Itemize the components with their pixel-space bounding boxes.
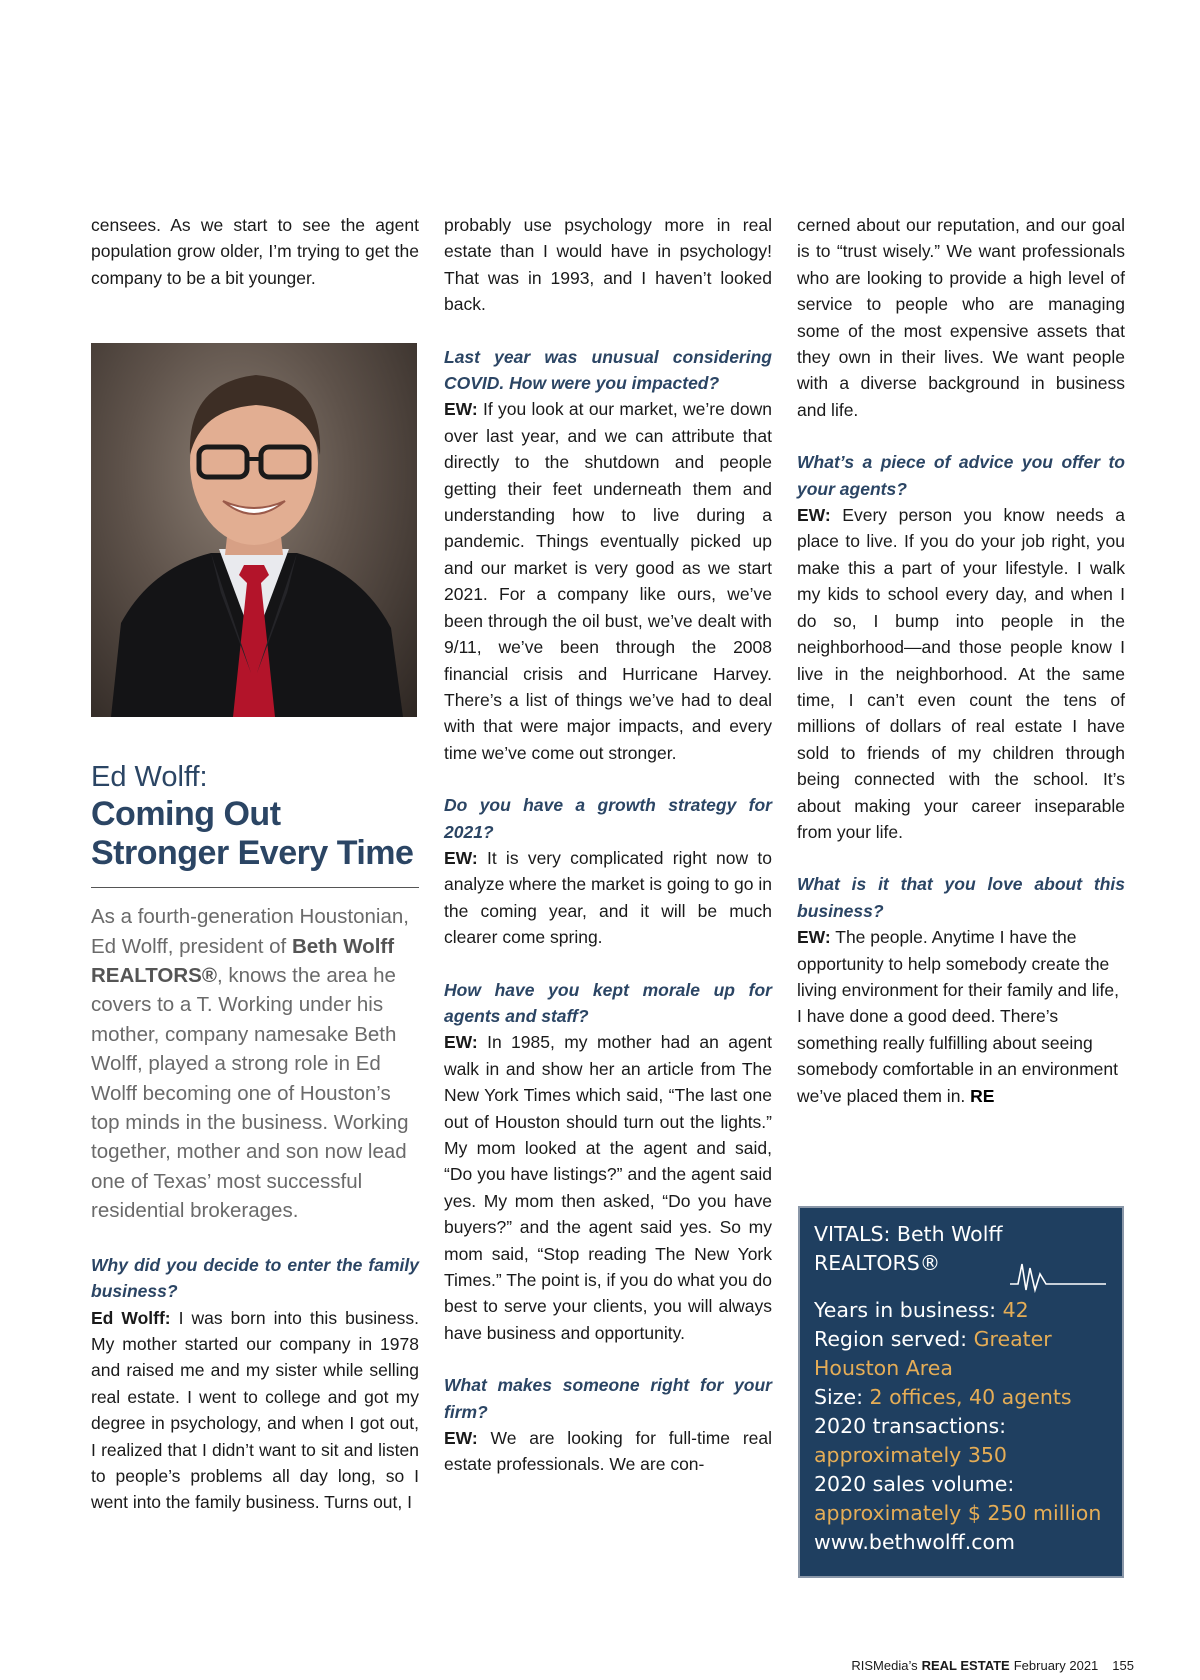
vitals-size-label: Size: xyxy=(814,1385,870,1409)
answer-6-speaker: EW: xyxy=(797,505,831,526)
answer-5-text: We are looking for full-time real estate professionals. We are con- xyxy=(444,1428,772,1475)
vitals-years-value: 42 xyxy=(1002,1298,1029,1322)
answer-3 xyxy=(444,845,772,951)
vitals-size-value: 2 offices, 40 agents xyxy=(869,1385,1072,1409)
answer-2 xyxy=(444,396,772,766)
answer-3-text: It is very complicated right now to analyze where the market is going to go in the coming year, and it will be much clearer come spring. xyxy=(444,847,772,948)
vitals-years xyxy=(814,1296,1108,1325)
answer-1-text: I was born into this business. My mother started our company in 1978 and raised me and my sister while selling real estate. I went to college and got my degree in psychology, and when I got out, I realized that I didn’t want to sit and listen to people’s problems all day long, so I went into the family business. Turns out, I xyxy=(91,1307,419,1513)
headline-title: Coming Out Stronger Every Time xyxy=(91,795,414,873)
answer-3-speaker: EW: xyxy=(444,847,478,868)
intro-text-a: As a fourth-generation Houstonian, Ed Wolff, president of xyxy=(91,905,409,958)
answer-2-speaker: EW: xyxy=(444,399,478,420)
answer-1-speaker: Ed Wolff: xyxy=(91,1307,171,1328)
vitals-title-line-2: REALTORS® xyxy=(814,1251,941,1275)
question-6: What’s a piece of advice you offer to your agents? xyxy=(797,452,1125,499)
answer-7-text: The people. Anytime I have the opportunity to help somebody create the living environment for their family and life, I have done a good deed. There’s something really fulfilling about seeing somebody comfortable in an environment we’ve placed them in. xyxy=(797,927,1119,1106)
answer-4-text: In 1985, my mother had an agent walk in and show her an article from The New York Times which said, “The last one out of Houston should turn out the lights.” My mom looked at the agent and said, “Do you have listings?” and the agent said yes. My mom then asked, “Do you have buyers?” and the agent said yes. So my mom said, “Stop reading The New York Times.” The point is, if you do what you do best to serve your clients, you will always have business and opportunity. xyxy=(444,1032,772,1343)
vitals-transactions-label: 2020 transactions: xyxy=(814,1414,1007,1438)
intro-company: Beth Wolff REALTORS® xyxy=(91,934,395,988)
intro-text-c: , knows the area he covers to a T. Working under his mother, company namesake Beth Wolff, played a strong role in Ed Wolff becoming one of Houston’s top minds in the business. Working together, mother and son now lead one of Texas’ most successful residential brokerages. xyxy=(91,964,409,1223)
column-1 xyxy=(91,212,419,1516)
answer-4 xyxy=(444,1029,772,1346)
vitals-transactions-value: approximately 350 xyxy=(814,1443,1007,1467)
page-number: 155 xyxy=(1112,1658,1134,1673)
answer-7 xyxy=(797,924,1125,1109)
vitals-title-line-1: VITALS: Beth Wolff xyxy=(814,1222,1003,1246)
column-3 xyxy=(797,212,1125,1109)
question-3: Do you have a growth strategy for 2021? xyxy=(444,795,772,842)
vitals-region-value: Greater Houston Area xyxy=(814,1327,1052,1380)
heartbeat-line-icon xyxy=(1010,1258,1106,1298)
headline-divider xyxy=(91,887,419,888)
vitals-region-label: Region served: xyxy=(814,1327,974,1351)
page-footer xyxy=(851,1658,1134,1673)
col1-paragraph-1: censees. As we start to see the agent population grow older, I’m trying to get the company to be a bit younger. xyxy=(91,215,419,288)
question-1: Why did you decide to enter the family business? xyxy=(91,1254,419,1302)
answer-2-text: If you look at our market, we’re down over last year, and we can attribute that directly to the shutdown and people getting their feet underneath them and understanding how to live during a pandemic. Things eventually picked up and our market is very good as we start 2021. For a company like ours, we’ve been through the oil bust, we’ve dealt with 9/11, we’ve been through the 2008 financial crisis and Hurricane Harvey. There’s a list of things we’ve had to deal with that were major impacts, and every time we’ve come out stronger. xyxy=(444,399,772,763)
question-4: How have you kept morale up for agents and staff? xyxy=(444,979,772,1026)
vitals-details xyxy=(814,1296,1108,1557)
vitals-volume-value: approximately $ 250 million xyxy=(814,1501,1102,1525)
answer-7-speaker: EW: xyxy=(797,927,831,948)
answer-6-text: Every person you know needs a place to live. If you do your job right, you make this a part of your lifestyle. I walk my kids to school every day, and when I do so, I bump into people in the neighborhood—and those people know I live in the neighborhood. At the same time, I can’t even count the tens of millions of dollars of real estate I have sold to friends of my children through being connected with the school. It’s about making your career inseparable from your life. xyxy=(797,505,1125,842)
vitals-size xyxy=(814,1383,1108,1412)
answer-5 xyxy=(444,1425,772,1478)
vitals-website[interactable]: www.bethwolff.com xyxy=(814,1530,1016,1554)
column-2 xyxy=(444,212,772,1478)
question-5: What makes someone right for your firm? xyxy=(444,1375,772,1422)
headline-name: Ed Wolff: xyxy=(91,761,208,794)
vitals-years-label: Years in business: xyxy=(814,1298,1003,1322)
answer-4-speaker: EW: xyxy=(444,1032,478,1053)
vitals-region xyxy=(814,1325,1108,1383)
vitals-volume-label: 2020 sales volume: xyxy=(814,1472,1015,1496)
vitals-box xyxy=(798,1206,1124,1578)
article-headline xyxy=(91,759,419,873)
question-2: Last year was unusual considering COVID. How were you impacted? xyxy=(444,346,772,394)
answer-6 xyxy=(797,502,1125,845)
col3-paragraph-1: cerned about our reputation, and our goal is to “trust wisely.” We want professionals who are looking to provide a high level of service to people who are managing some of the most expensive assets that they own in their lives. We want people with a diverse background in business and life. xyxy=(797,215,1125,420)
answer-1 xyxy=(91,1305,419,1516)
answer-5-speaker: EW: xyxy=(444,1428,478,1449)
question-7: What is it that you love about this business? xyxy=(797,874,1125,921)
portrait-illustration xyxy=(91,343,417,717)
portrait-photo xyxy=(91,343,417,717)
footer-publisher: RISMedia’s xyxy=(851,1658,918,1673)
footer-issue: February 2021 xyxy=(1013,1658,1099,1673)
intro-paragraph xyxy=(91,902,419,1225)
col2-paragraph-1: probably use psychology more in real estate than I would have in psychology! That was in 1993, and I haven’t looked back. xyxy=(444,215,772,315)
end-mark: RE xyxy=(970,1085,995,1106)
footer-publication: REAL ESTATE xyxy=(921,1658,1010,1673)
